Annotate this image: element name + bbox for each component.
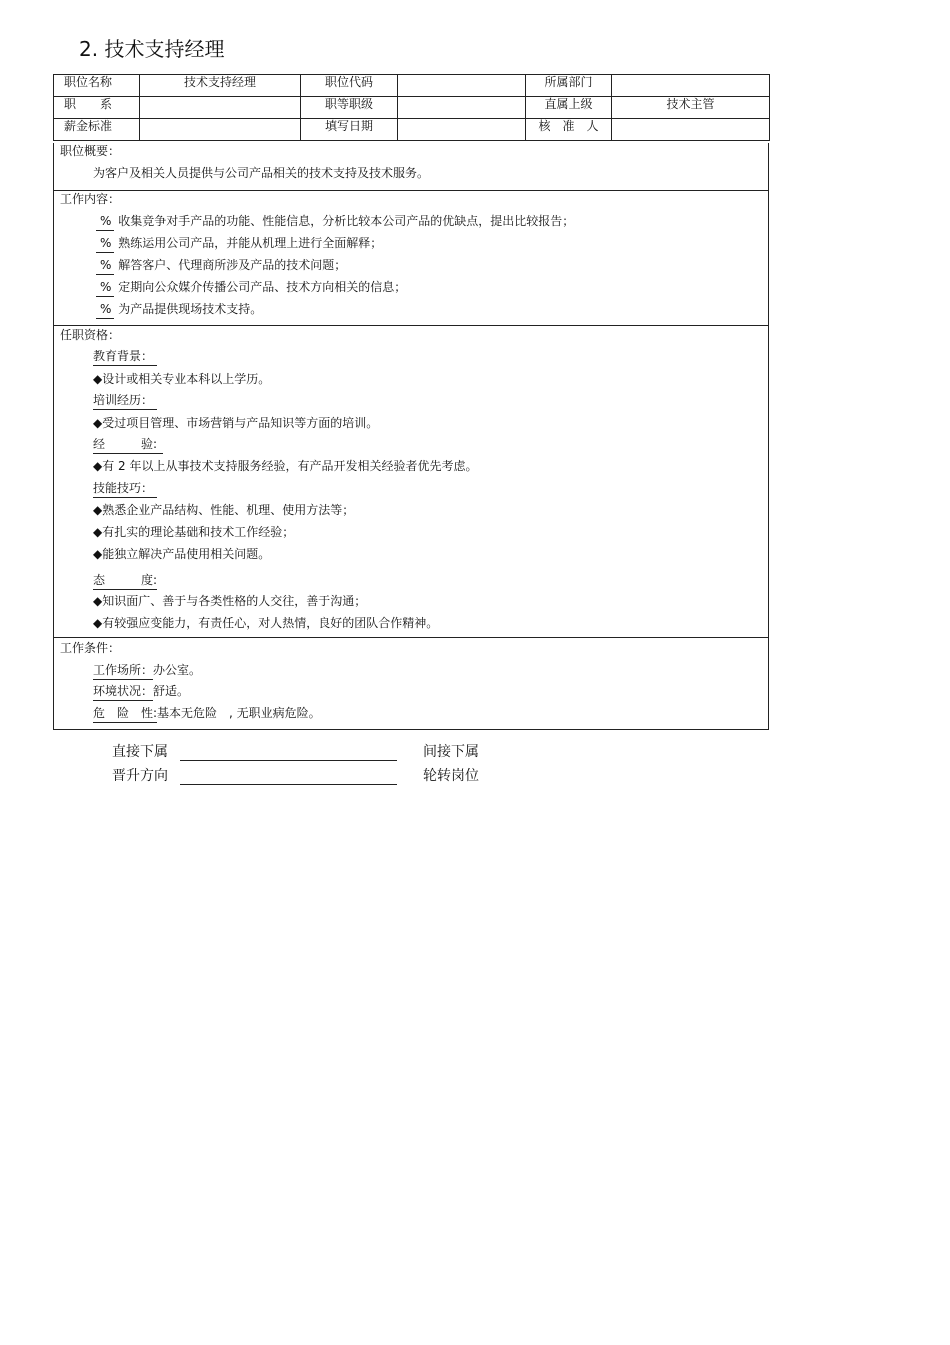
label-fill-date: 填写日期 bbox=[301, 119, 398, 141]
label-job-family: 职 系 bbox=[54, 97, 140, 119]
work-content-section bbox=[53, 191, 769, 326]
value-direct-superior: 技术主管 bbox=[612, 97, 770, 119]
list-item bbox=[96, 213, 574, 231]
attitude-label: 态 度: bbox=[93, 572, 157, 590]
attitude-item: ◆有较强应变能力，有责任心，对人热情，良好的团队合作精神。 bbox=[93, 616, 439, 630]
value-position-name: 技术支持经理 bbox=[140, 75, 301, 97]
bullet-icon: % bbox=[96, 257, 114, 275]
conditions-heading: 工作条件： bbox=[60, 641, 121, 655]
value-job-grade bbox=[398, 97, 526, 119]
direct-subordinate-blank[interactable] bbox=[180, 760, 397, 761]
list-item bbox=[96, 235, 382, 253]
skills-label: 技能技巧： bbox=[93, 480, 157, 498]
training-label: 培训经历： bbox=[93, 392, 157, 410]
education-text: ◆设计或相关专业本科以上学历。 bbox=[93, 372, 271, 386]
training-text: ◆受过项目管理、市场营销与产品知识等方面的培训。 bbox=[93, 416, 379, 430]
condition-label: 危 险 性: bbox=[93, 705, 157, 723]
label-direct-superior: 直属上级 bbox=[526, 97, 612, 119]
value-position-code bbox=[398, 75, 526, 97]
value-job-family bbox=[140, 97, 301, 119]
job-info-table bbox=[53, 74, 770, 141]
list-item bbox=[96, 257, 346, 275]
education-label: 教育背景： bbox=[93, 348, 157, 366]
skills-item: ◆熟悉企业产品结构、性能、机理、使用方法等； bbox=[93, 503, 355, 517]
value-approver bbox=[612, 119, 770, 141]
qualification-section bbox=[53, 326, 769, 638]
conditions-section bbox=[53, 638, 769, 730]
label-position-code: 职位代码 bbox=[301, 75, 398, 97]
work-item-text: 定期向公众媒介传播公司产品、技术方向相关的信息； bbox=[118, 280, 407, 294]
indirect-subordinate-label: 间接下属 bbox=[423, 744, 479, 760]
rotation-label: 轮转岗位 bbox=[423, 768, 479, 784]
value-salary-standard bbox=[140, 119, 301, 141]
value-fill-date bbox=[398, 119, 526, 141]
skills-item: ◆能独立解决产品使用相关问题。 bbox=[93, 547, 271, 561]
page-title: 2. 技术支持经理 bbox=[79, 37, 225, 61]
label-salary-standard: 薪金标准 bbox=[54, 119, 140, 141]
promotion-label: 晋升方向 bbox=[112, 768, 168, 784]
bullet-icon: % bbox=[96, 301, 114, 319]
table-row bbox=[54, 97, 770, 119]
overview-section bbox=[53, 143, 769, 191]
bullet-icon: % bbox=[96, 213, 114, 231]
label-job-grade: 职等职级 bbox=[301, 97, 398, 119]
value-department bbox=[612, 75, 770, 97]
label-department: 所属部门 bbox=[526, 75, 612, 97]
work-item-text: 熟练运用公司产品，并能从机理上进行全面解释； bbox=[118, 236, 383, 250]
work-heading: 工作内容： bbox=[60, 192, 121, 206]
condition-value: 舒适。 bbox=[153, 684, 190, 698]
condition-environment bbox=[93, 683, 189, 701]
list-item bbox=[96, 301, 262, 319]
experience-text: ◆有 2 年以上从事技术支持服务经验，有产品开发相关经验者优先考虑。 bbox=[93, 459, 478, 473]
work-item-text: 收集竞争对手产品的功能、性能信息，分析比较本公司产品的优缺点，提出比较报告； bbox=[118, 214, 575, 228]
label-approver: 核 准 人 bbox=[526, 119, 612, 141]
direct-subordinate-label: 直接下属 bbox=[112, 744, 168, 760]
promotion-blank[interactable] bbox=[180, 784, 397, 785]
work-item-text: 解答客户、代理商所涉及产品的技术问题； bbox=[118, 258, 347, 272]
bullet-icon: % bbox=[96, 235, 114, 253]
attitude-item: ◆知识面广、善于与各类性格的人交往，善于沟通； bbox=[93, 594, 367, 608]
experience-label: 经 验: bbox=[93, 436, 163, 454]
work-item-text: 为产品提供现场技术支持。 bbox=[118, 302, 263, 316]
bullet-icon: % bbox=[96, 279, 114, 297]
table-row bbox=[54, 75, 770, 97]
condition-risk bbox=[93, 705, 321, 723]
condition-value: 办公室。 bbox=[153, 663, 202, 677]
condition-value: 基本无危险 , 无职业病危险。 bbox=[157, 706, 321, 720]
table-row bbox=[54, 119, 770, 141]
list-item bbox=[96, 279, 406, 297]
overview-heading: 职位概要： bbox=[60, 144, 121, 158]
condition-label: 工作场所： bbox=[93, 662, 153, 680]
condition-workplace bbox=[93, 662, 201, 680]
qualification-heading: 任职资格： bbox=[60, 328, 121, 342]
overview-text: 为客户及相关人员提供与公司产品相关的技术支持及技术服务。 bbox=[93, 166, 430, 180]
condition-label: 环境状况： bbox=[93, 683, 153, 701]
skills-item: ◆有扎实的理论基础和技术工作经验； bbox=[93, 525, 295, 539]
label-position-name: 职位名称 bbox=[54, 75, 140, 97]
